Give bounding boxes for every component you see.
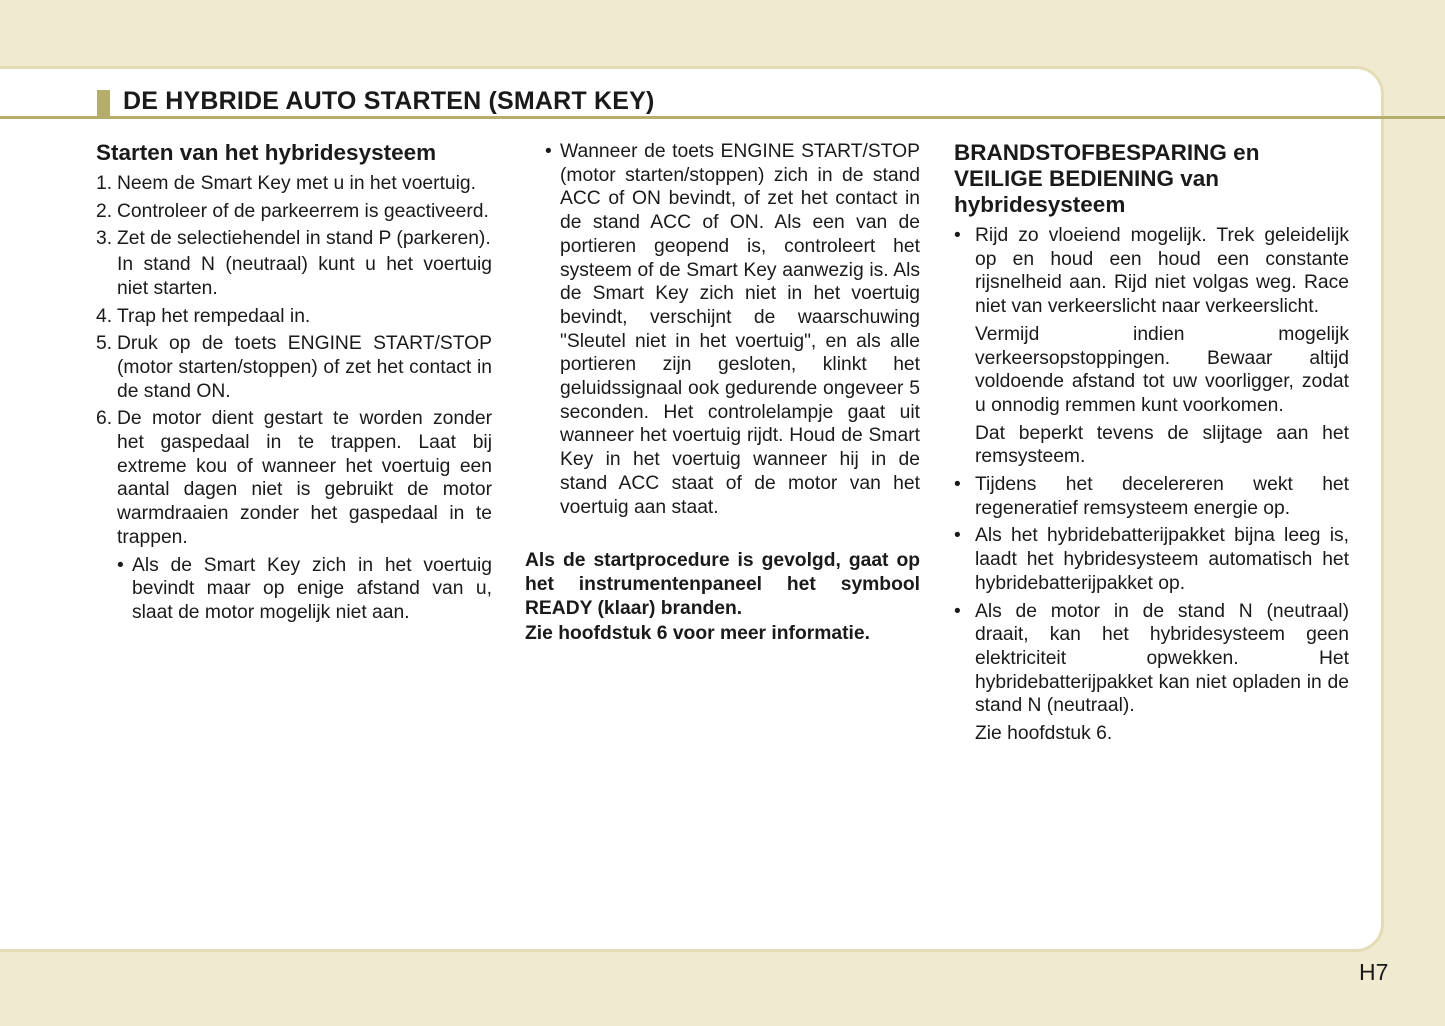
list-item: [954, 524, 1349, 595]
bullet-text: Als het hybridebatterijpakket bijna leeg is, laadt het hybridesysteem automatisch het hybridebatterijpakket op.: [975, 525, 1349, 594]
step-number: 1.: [96, 173, 113, 194]
bullet-text: Als de motor in de stand N (neutraal) draait, kan het hybridesysteem geen elektriciteit opwekken. Het hybridebatterijpakket kan niet opladen in de stand N (neutraal).: [975, 600, 1349, 717]
column-middle: [525, 140, 920, 648]
page-number: H7: [1359, 959, 1389, 985]
step-number: 3.: [96, 228, 113, 250]
header-divider: [0, 116, 1445, 119]
step-number: 4.: [96, 305, 113, 327]
list-item: [954, 473, 1349, 520]
column-right: [954, 140, 1349, 750]
step-number: 6.: [96, 408, 113, 430]
list-item: [96, 227, 492, 251]
bullet-text: Tijdens het decelereren wekt het regeneratief remsysteem energie op.: [975, 474, 1349, 519]
step-number: 5.: [96, 333, 113, 355]
page-title: DE HYBRIDE AUTO STARTEN (SMART KEY): [123, 87, 655, 115]
chapter-reference: Zie hoofdstuk 6 voor meer informatie.: [525, 623, 870, 645]
bullet-icon: •: [117, 554, 124, 576]
list-item: [96, 554, 492, 625]
step-text: De motor dient gestart te worden zonder het gaspedaal in te trappen. Laat bij extreme kou of wanneer het voertuig een aantal dagen niet is gebruikt de motor warmdraaien zonder het gaspedaal in te trappen.: [117, 408, 492, 548]
list-item: [954, 600, 1349, 719]
bullet-icon: •: [954, 225, 961, 246]
list-item: [96, 332, 492, 403]
step-note: In stand N (neutraal) kunt u het voertuig niet starten.: [117, 254, 492, 299]
list-item: [96, 407, 492, 549]
bullet-text: Wanneer de toets ENGINE START/STOP (motor starten/stoppen) zich in de stand ACC of ON bevindt, of zet het contact in de stand ACC of ON. Als een van de portieren geopend is, controleert het systeem of de Smart Key aanwezig is. Als de Smart Key zich niet in het voertuig bevindt, verschijnt de waarschuwing "Sleutel niet in het voertuig", en als alle portieren zijn gesloten, klinkt het geluidssignaal ook gedurende ongeveer 5 seconden. Het controlelampje gaat uit wanneer het voertuig rijdt. Houd de Smart Key in het voertuig wanneer hij in de stand ACC staat of de motor van het voertuig aan staat.: [560, 141, 920, 518]
step-text: Controleer of de parkeerrem is geactiveerd.: [117, 200, 489, 222]
bullet-text: Rijd zo vloeiend mogelijk. Trek geleidelijk op en houd een houd een constante rijsnelheid aan. Rijd niet volgas weg. Race niet van verkeerslicht naar verkeerslicht.: [975, 225, 1349, 318]
step-text: Zet de selectiehendel in stand P (parkeren).: [117, 228, 491, 250]
bullet-icon: •: [545, 141, 552, 162]
list-item: [96, 172, 492, 196]
bullet-icon: •: [954, 525, 961, 547]
step-text: Druk op de toets ENGINE START/STOP (motor starten/stoppen) of zet het contact in de stand ON.: [117, 333, 492, 402]
list-item: [96, 305, 492, 329]
bullet-continuation: Zie hoofdstuk 6.: [975, 723, 1113, 745]
ready-notice: Als de startprocedure is gevolgd, gaat op het instrumentenpaneel het symbool READY (klaar) branden.: [525, 550, 920, 619]
col1-heading: Starten van het hybridesysteem: [96, 140, 437, 165]
bullet-icon: •: [954, 600, 961, 622]
header-marker: [97, 90, 110, 116]
list-item: [96, 200, 492, 224]
col3-heading: BRANDSTOFBESPARING en VEILIGE BEDIENING van hybridesysteem: [954, 140, 1260, 217]
step-number: 2.: [96, 200, 113, 222]
bullet-continuation: Vermijd indien mogelijk verkeersopstoppingen. Bewaar altijd voldoende afstand tot uw voorligger, zodat u onnodig remmen kunt voorkomen.: [975, 323, 1349, 416]
column-left: [96, 140, 492, 629]
list-item: [525, 140, 920, 519]
bullet-text: Als de Smart Key zich in het voertuig bevindt maar op enige afstand van u, slaat de motor mogelijk niet aan.: [132, 554, 492, 623]
step-text: Trap het rempedaal in.: [117, 305, 311, 327]
list-item: [954, 224, 1349, 319]
bullet-icon: •: [954, 474, 961, 496]
bullet-continuation: Dat beperkt tevens de slijtage aan het remsysteem.: [975, 422, 1349, 468]
section-header: [0, 84, 1445, 120]
step-text: Neem de Smart Key met u in het voertuig.: [117, 173, 477, 194]
